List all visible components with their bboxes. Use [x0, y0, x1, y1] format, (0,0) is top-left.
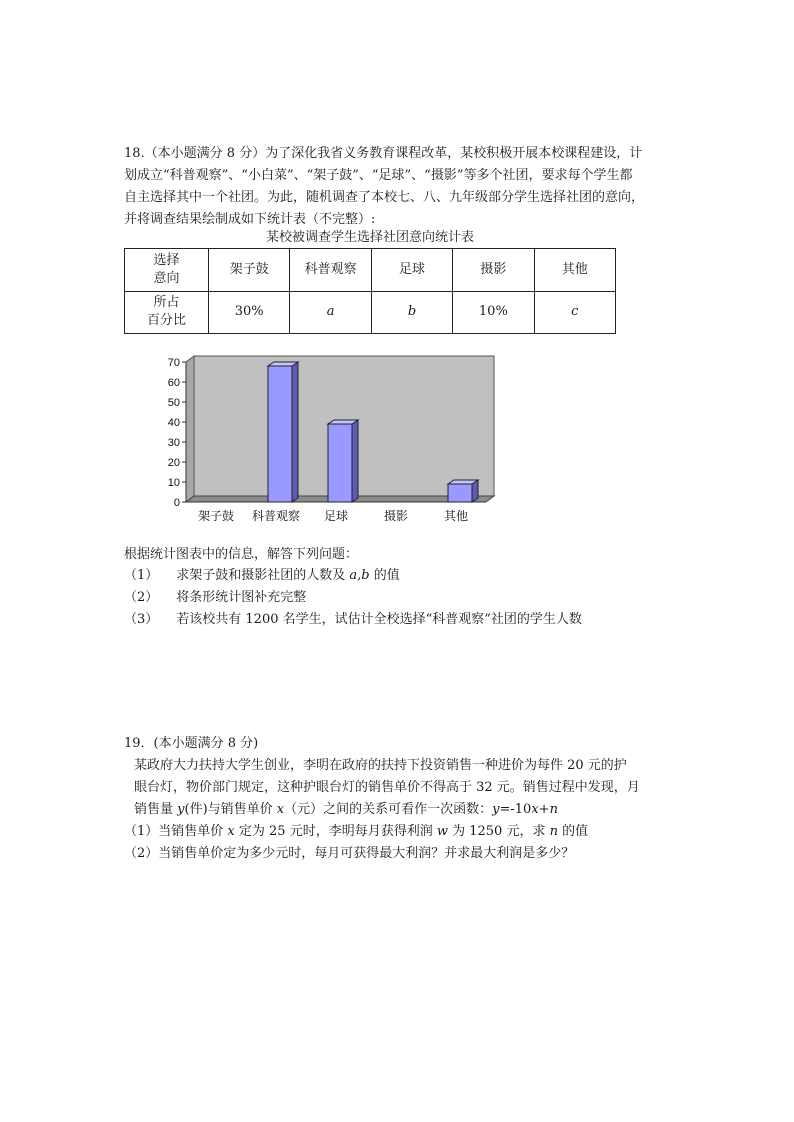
col-header: 架子鼓 — [209, 249, 290, 292]
y-tick-label: 70 — [167, 357, 180, 369]
variable: x — [531, 802, 539, 817]
bar-top — [268, 362, 298, 366]
text: 为 1250 元，求 — [447, 824, 550, 839]
table-cell: a — [290, 291, 371, 334]
table-value-row — [125, 291, 616, 334]
table-cell: 30% — [209, 291, 290, 334]
q19-sub-2: （2）当销售单价定为多少元时，每月可获得最大利润？并求最大利润是多少？ — [124, 846, 575, 861]
bar — [328, 424, 352, 502]
sub-num: （1） — [124, 568, 159, 583]
q18-line-2: 划成立“科普观察”、“小白菜”、“架子鼓”、“足球”、“摄影”等多个社团，要求每个学生都 — [124, 168, 633, 183]
q18-sub-1 — [124, 566, 400, 586]
q19-line-3: 眼台灯，物价部门规定，这种护眼台灯的销售单价不得高于 32 元。销售过程中发现，月 — [134, 780, 640, 795]
col-header: 摄影 — [453, 249, 534, 292]
sub-num: （3） — [124, 612, 159, 627]
col-header: 其他 — [534, 249, 615, 292]
variable: w — [436, 824, 448, 839]
bar-top — [328, 420, 358, 424]
bar — [268, 366, 292, 502]
col-header: 科普观察 — [290, 249, 371, 292]
sub-text: 的值 — [369, 568, 400, 583]
variable: y — [177, 802, 185, 817]
y-tick-label: 30 — [167, 437, 180, 449]
text: 的值 — [557, 824, 589, 839]
variable: x — [227, 824, 235, 839]
text: （元）之间的关系可看作一次函数： — [284, 802, 493, 817]
text: 销售量 — [134, 802, 178, 817]
variable: n — [549, 802, 558, 817]
y-tick-label: 10 — [167, 477, 180, 489]
row-label-line-b: 百分比 — [146, 313, 186, 329]
bar-top — [448, 480, 478, 484]
table-row-label — [125, 291, 209, 334]
bar-chart — [166, 352, 502, 524]
table-header-label — [125, 249, 209, 292]
q18-line-4: 并将调查结果绘制成如下统计表（不完整）: — [124, 212, 376, 227]
q19-line-4 — [134, 800, 558, 820]
col-header: 足球 — [371, 249, 452, 292]
y-tick-label: 50 — [167, 397, 180, 409]
bar-side — [292, 362, 298, 502]
sub-num: （2） — [124, 590, 159, 605]
q19-line-1: 19．(本小题满分 8 分) — [124, 736, 259, 751]
x-tick-label: 科普观察 — [251, 509, 301, 523]
table-title: 某校被调查学生选择社团意向统计表 — [265, 230, 474, 245]
x-tick-label: 架子鼓 — [197, 509, 235, 523]
sub-text: 求架子鼓和摄影社团的人数及 — [176, 568, 350, 583]
text: （1）当销售单价 — [124, 824, 228, 839]
q18-sub-3 — [124, 610, 582, 630]
text: 定为 25 元时，李明每月获得利润 — [234, 824, 437, 839]
variable: n — [549, 824, 558, 839]
table-cell: c — [534, 291, 615, 334]
table-header-row — [125, 249, 616, 292]
x-tick-label: 足球 — [323, 509, 349, 523]
x-tick-label: 摄影 — [383, 509, 409, 523]
variable: x — [276, 802, 285, 817]
text: + — [538, 802, 550, 817]
stat-table — [124, 248, 616, 334]
text: (件)与销售单价 — [184, 802, 277, 817]
y-tick-label: 0 — [173, 497, 180, 509]
sub-text: 将条形统计图补充完整 — [176, 590, 307, 605]
q18-line-3: 自主选择其中一个社团。为此，随机调查了本校七、八、九年级部分学生选择社团的意向， — [124, 190, 645, 205]
y-tick-label: 20 — [167, 457, 180, 469]
bar-side — [352, 420, 358, 502]
bar — [448, 484, 472, 502]
q18-after-intro: 根据统计图表中的信息，解答下列问题： — [124, 547, 359, 562]
y-tick-label: 60 — [167, 377, 180, 389]
x-tick-label: 其他 — [443, 509, 469, 523]
q18-line-1: 18.（本小题满分 8 分）为了深化我省义务教育课程改革，某校积极开展本校课程建设，计 — [124, 146, 643, 161]
plot-side-wall — [186, 356, 194, 502]
header-label-line-b: 意向 — [153, 270, 180, 286]
sub-text: 若该校共有 1200 名学生，试估计全校选择“科普观察”社团的学生人数 — [176, 612, 582, 627]
row-label-line-a: 所占 — [153, 295, 180, 311]
y-tick-label: 40 — [167, 417, 180, 429]
table-cell: b — [371, 291, 452, 334]
q18-sub-2 — [124, 588, 306, 608]
q19-line-2: 某政府大力扶持大学生创业，李明在政府的扶持下投资销售一种进价为每件 20 元的护 — [134, 758, 627, 773]
text: =-10 — [499, 802, 532, 817]
variable: y — [492, 802, 500, 817]
table-cell: 10% — [453, 291, 534, 334]
q19-sub-1 — [124, 822, 588, 842]
variable: a,b — [349, 568, 370, 583]
header-label-line-a: 选择 — [153, 252, 180, 268]
